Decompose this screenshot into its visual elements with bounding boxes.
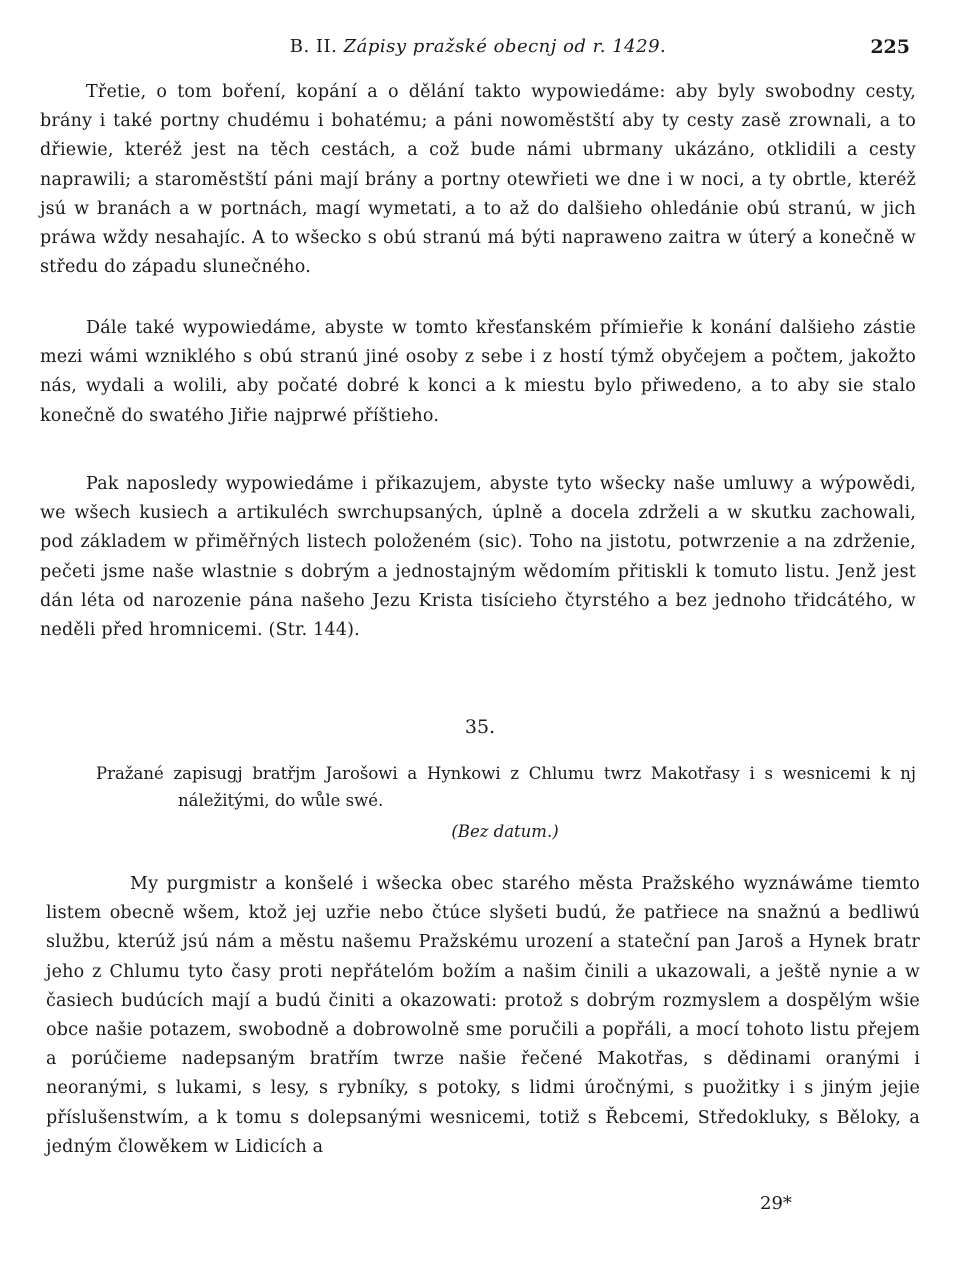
running-header [40,36,916,62]
signature-mark: 29* [760,1193,792,1214]
running-title [40,36,916,57]
page-number: 225 [870,36,910,58]
series-label: B. II. [289,36,338,57]
document-text: My purgmistr a konšelé i wšecka obec starého města Pražského wyznáwáme tiemto listem obecně wšem, ktož jej uzřie nebo čtúce slyšeti budú, že patřiece na snažnú a bedliwú službu, kterúž jsú nám a městu našemu Pražskému urození a stateční pan Jaroš a Hynek bratr jeho z Chlumu tyto časy proti nepřátelóm božím a našim činili a ukazowali, a ještě nynie a w časiech budúcích mají a budú činiti a okazowati: protož s dobrým rozmyslem a dospělým wšie obce našie potazem, swobodně a dobrowolně sme poručili a popřáli, a mocí tohoto listu přejem a porúčieme nadepsaným bratřím twrze našie řečené Makotřas, s dědinami oranými i neoranými, s lukami, s lesy, s rybníky, s potoky, s lidmi úročnými, s puožitky i s jiným jejie příslušenstwím, a k tomu s dolepsanými wesnicemi, totiž s Řebcemi, Středokluky, s Běloky, a jedným člowěkem w Lidicích a [46,874,920,1157]
paragraph-third-point: Třetie, o tom boření, kopání a o dělání takto wypowiedáme: aby byly swobodny cesty, brány i také portny chudému i bohatému; a páni nowoměstští aby ty cesty zasě zrownali, a to dřiewie, kteréž jest na těch cestách, a což bude námi ubrmany ukázáno, otklidili a cesty naprawili; a staroměstští páni mají brány a portny otewřieti we dne i w noci, a ty obrtle, kteréž jsú w branách a w portnách, magí wymetati, a to až do dalšieho ohledánie obú stranú, w jich práwa wždy nesahajíc. A to wšecko s obú stranú má býti napraweno zaitra w úterý a konečně w středu do západu slunečného. [40,82,916,278]
document-regest: Pražané zapisugj bratřjm Jarošowi a Hynkowi z Chlumu twrz Makotřasy i s wesnicemi k nj náležitými, do wůle swé. [96,764,916,810]
paragraph-further-ruling: Dále také wypowiedáme, abyste w tomto křesťanském přímieřie k konání dalšieho zástie mezi wámi wzniklého s obú stranú jiné osoby z sebe i z hostí týmž obyčejem a počtem, jakožto nás, wydali a wolili, aby počaté dobré k konci a k miestu bylo přiwedeno, a to aby sie stalo konečně do swatého Jiřie najprwé příštieho. [40,318,916,426]
work-title: Zápisy pražské obecnj od r. 1429. [343,36,667,57]
document-number: 35. [464,716,496,738]
paragraph-final-ruling: Pak naposledy wypowiedáme i přikazujem, abyste tyto wšecky naše umluwy a wýpowědi, we wšech kusiech a artikuléch swrchupsaných, úplně a docela zdrželi a w skutku zachowali, pod základem w přiměřných listech položeném (sic). Toho na jistotu, potwrzenie a na zdrženie, pečeti jsme naše wlastnie s dobrým a jednostajným wědomím přitiskli k tomuto listu. Jenž jest dán léta od narozenie pána našeho Jezu Krista tisícieho čtyrstého a bez jednoho třidcátého, w neděli před hromnicemi. (Str. 144). [40,474,916,641]
document-dating: (Bez datum.) [451,822,559,841]
